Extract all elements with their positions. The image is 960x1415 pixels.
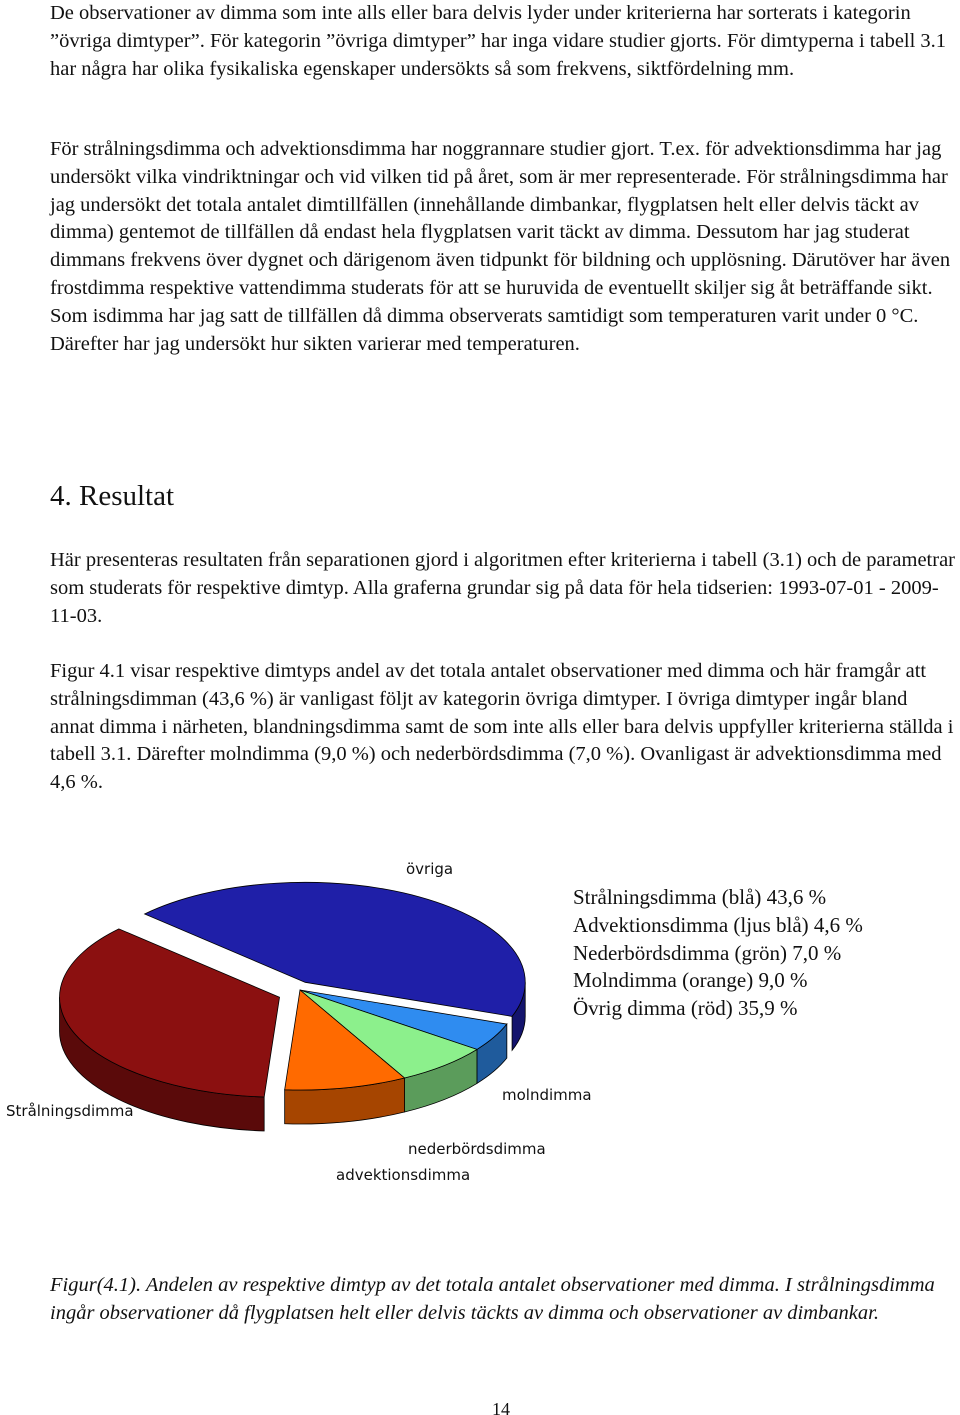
section-heading: 4. Resultat	[50, 480, 175, 512]
method-paragraph: För strålningsdimma och advektionsdimma har noggrannare studier gjort. T.ex. för advektionsdimma har jag undersökt vilka vindriktningar och vid vilken tid på året, som är mer representerade. För strålningsdimma har jag undersökt det totala antalet dimtillfällen (innehållande dimbankar, flygplatsen helt eller delvis täckt av dimma) gentemot de tillfällen då endast hela flygplatsen varit täckt av dimma. Dessutom har jag studerat dimmans frekvens över dygnet och därigenom även tidpunkt för bildning och upplösning. Därutöver har även frostdimma respektive vattendimma studerats för att se huruvida de eventuellt skiljer sig åt beträffande sikt. Som isdimma har jag satt de tillfällen då dimma observerats samtidigt som temperaturen varit under 0 °C. Därefter har jag undersökt hur sikten varierar med temperaturen.	[50, 138, 951, 355]
pie-label-nederbordsdimma: nederbördsdimma	[408, 1140, 546, 1158]
results-intro-paragraph: Här presenteras resultaten från separationen gjord i algoritmen efter kriterierna i tabell (3.1) och de parametrar som studerats för respektive dimtyp. Alla graferna grundar sig på data för hela tidserien: 1993-07-01 - 2009-11-03.	[50, 549, 955, 627]
figure-caption: Figur(4.1). Andelen av respektive dimtyp av det totala antalet observationer med dimma. I strålningsdimma ingår observationer då flygplatsen helt eller delvis täckts av dimma och observationer av dimbankar.	[50, 1274, 935, 1324]
legend-item-nederbordsdimma: Nederbördsdimma (grön) 7,0 %	[573, 940, 842, 965]
figure-description-paragraph: Figur 4.1 visar respektive dimtyps andel av det totala antalet observationer med dimma och här framgår att strålningsdimman (43,6 %) är vanligast följt av kategorin övriga dimtyper. I övriga dimtyper ingår bland annat dimma i närheten, blandningsdimma samt de som inte alls eller bara delvis uppfyller kriterierna ställda i tabell 3.1. Därefter molndimma (9,0 %) och nederbördsdimma (7,0 %). Ovanligast är advektionsdimma med 4,6 %.	[50, 660, 954, 794]
legend-item-advektionsdimma: Advektionsdimma (ljus blå) 4,6 %	[573, 912, 863, 937]
intro-paragraph: De observationer av dimma som inte alls eller bara delvis lyder under kriterierna har sorterats i kategorin ”övriga dimtyper”. För kategorin ”övriga dimtyper” har inga vidare studier gjorts. För dimtyperna i tabell 3.1 har några har olika fysikaliska egenskaper undersökts så som frekvens, siktfördelning mm.	[50, 2, 947, 80]
pie-label-advektionsdimma: advektionsdimma	[336, 1166, 471, 1184]
pie-label-ovriga: övriga	[406, 860, 454, 878]
page-number: 14	[492, 1400, 510, 1415]
legend-item-molndimma: Molndimma (orange) 9,0 %	[573, 968, 808, 993]
pie-label-molndimma: molndimma	[502, 1086, 592, 1104]
pie-legend	[573, 884, 863, 1023]
pie-label-stralningsdimma: Strålningsdimma	[6, 1102, 134, 1120]
legend-item-ovrig-dimma: Övrig dimma (röd) 35,9 %	[573, 996, 798, 1021]
legend-item-stralningsdimma: Strålningsdimma (blå) 43,6 %	[573, 885, 827, 909]
